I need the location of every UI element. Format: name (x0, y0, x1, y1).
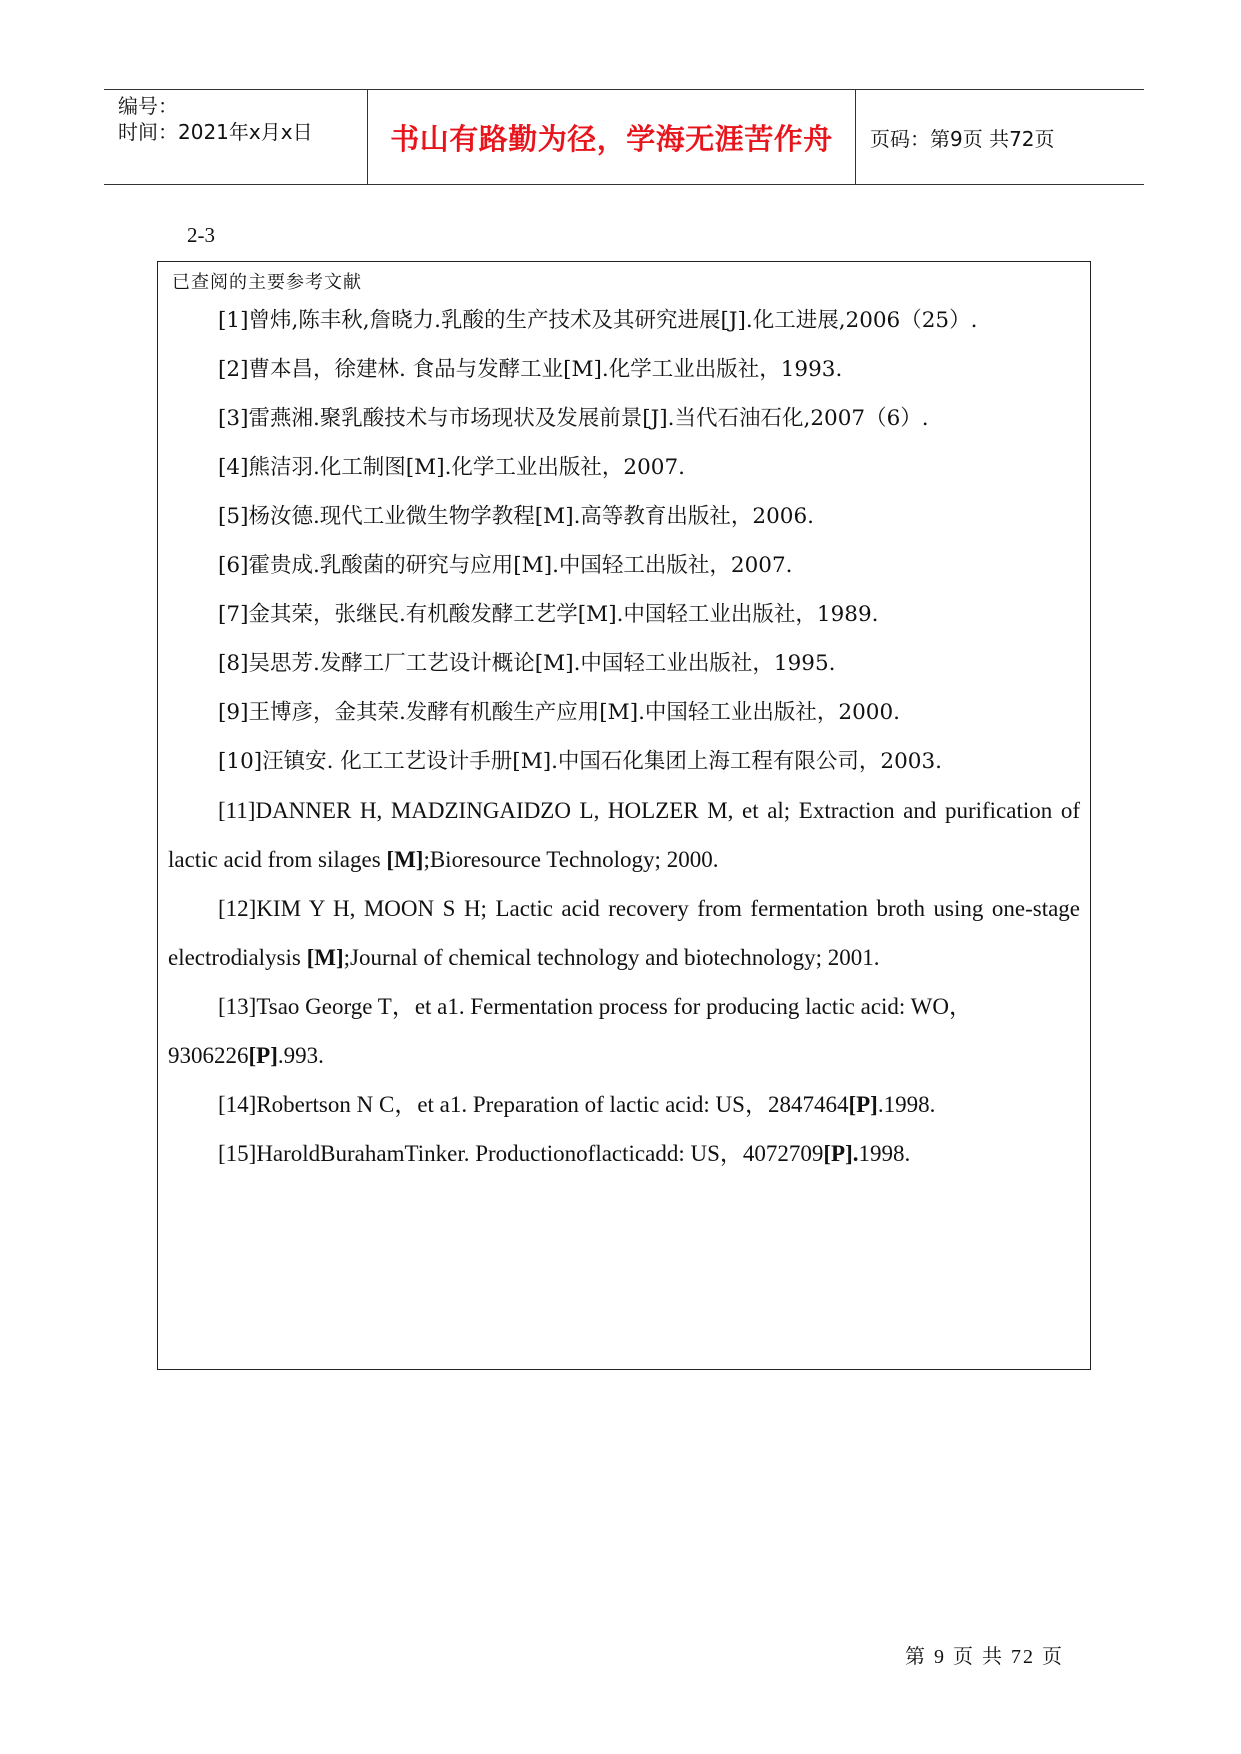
time-label: 时间：2021年x月x日 (118, 120, 313, 144)
reference-item (168, 1080, 1080, 1129)
reference-text: .993. (277, 1043, 324, 1068)
reference-item: [9]王博彦，金其荣.发酵有机酸生产应用[M].中国轻工业出版社，2000. (218, 700, 900, 725)
header-meta (104, 90, 368, 184)
header-page-info (856, 90, 1144, 184)
reference-item: [1]曾炜,陈丰秋,詹晓力.乳酸的生产技术及其研究进展[J].化工进展,2006（25）. (218, 308, 978, 333)
reference-text: [13]Tsao George T，et a1. Fermentation process for producing lactic acid: WO，9306226 (168, 994, 972, 1068)
reference-item: [6]霍贵成.乳酸菌的研究与应用[M].中国轻工出版社，2007. (218, 553, 793, 578)
references-box (157, 261, 1091, 1370)
reference-type-tag: [P] (848, 1092, 878, 1117)
header-motto: 书山有路勤为径，学海无涯苦作舟 (368, 90, 856, 184)
reference-item (168, 982, 1080, 1080)
reference-item: [2]曹本昌，徐建林. 食品与发酵工业[M].化学工业出版社，1993. (218, 357, 843, 382)
reference-type-tag: [P]. (823, 1141, 859, 1166)
reference-item: [10]汪镇安. 化工工艺设计手册[M].中国石化集团上海工程有限公司，2003. (218, 749, 942, 774)
reference-text: 1998. (858, 1141, 911, 1166)
reference-item: [7]金其荣，张继民.有机酸发酵工艺学[M].中国轻工业出版社，1989. (218, 602, 879, 627)
header-page-label: 页码：第9页 共72页 (870, 126, 1055, 151)
reference-item: [4]熊洁羽.化工制图[M].化学工业出版社，2007. (218, 455, 685, 480)
reference-text: ;Journal of chemical technology and biotechnology; 2001. (343, 945, 880, 970)
reference-item: [3]雷燕湘.聚乳酸技术与市场现状及发展前景[J].当代石油石化,2007（6）. (218, 406, 929, 431)
reference-item: [5]杨汝德.现代工业微生物学教程[M].高等教育出版社，2006. (218, 504, 814, 529)
reference-type-tag: [M] (306, 945, 344, 970)
section-label: 2-3 (187, 223, 215, 247)
number-label: 编号： (118, 94, 178, 118)
reference-text: [14]Robertson N C，et a1. Preparation of lactic acid: US，2847464 (218, 1092, 849, 1117)
reference-text: .1998. (877, 1092, 936, 1117)
reference-item: [8]吴思芳.发酵工厂工艺设计概论[M].中国轻工业出版社，1995. (218, 651, 836, 676)
page-footer: 第 9 页 共 72 页 (905, 1646, 1064, 1668)
reference-type-tag: [M] (386, 847, 424, 872)
references-list (168, 296, 1080, 1178)
reference-item (168, 1129, 1080, 1178)
reference-item (168, 884, 1080, 982)
page-header (104, 89, 1144, 185)
reference-text: ;Bioresource Technology; 2000. (423, 847, 719, 872)
references-title: 已查阅的主要参考文献 (172, 272, 362, 293)
reference-text: [11]DANNER H, MADZINGAIDZO L, HOLZER M, et al; Extraction and purification of lactic acid from silages (168, 798, 1080, 872)
reference-text: [15]HaroldBurahamTinker. Productionoflacticadd: US，4072709 (218, 1141, 824, 1166)
reference-type-tag: [P] (248, 1043, 278, 1068)
reference-item (168, 786, 1080, 884)
reference-text: [12]KIM Y H, MOON S H; Lactic acid recovery from fermentation broth using one-stage electrodialysis (168, 896, 1080, 970)
